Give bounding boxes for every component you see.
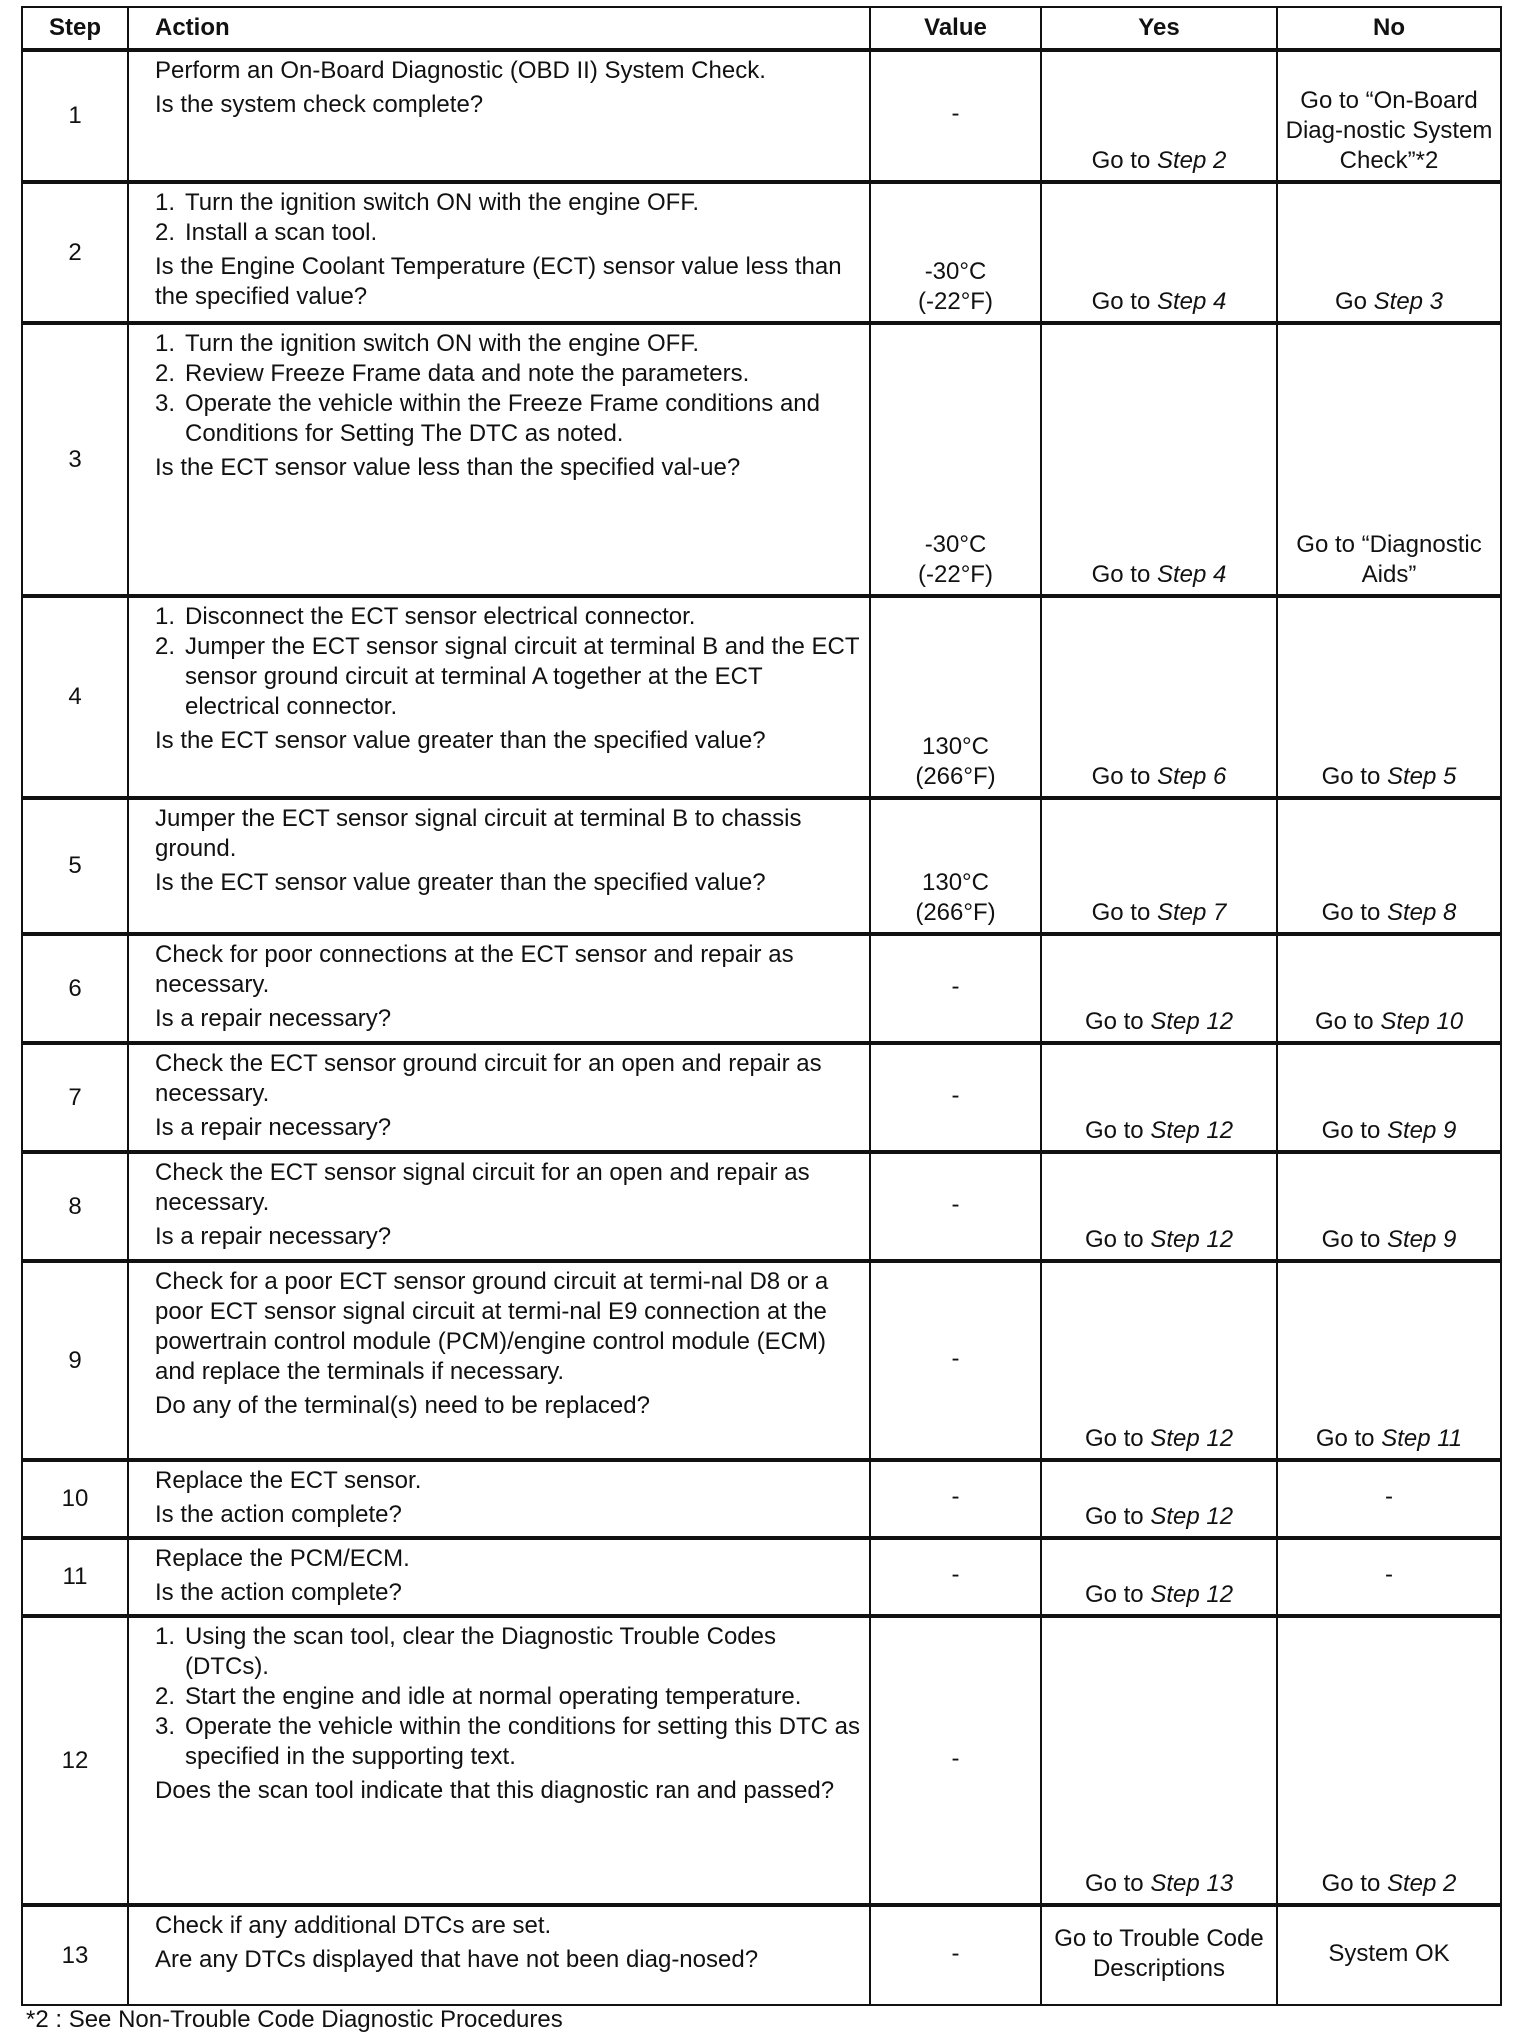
no-step-link: Step 11 [1381, 1425, 1463, 1452]
value-line: - [951, 1081, 960, 1109]
table-row [22, 798, 1501, 934]
item-text: Operate the vehicle within the Freeze Frame conditions and Conditions for Setting The DTC as noted. [185, 390, 821, 447]
yes-cell [1041, 1616, 1277, 1905]
item-text: Install a scan tool. [185, 219, 378, 246]
no-cell [1277, 1043, 1501, 1152]
item-text: Disconnect the ECT sensor electrical connector. [185, 603, 696, 630]
table-row [22, 1538, 1501, 1616]
yes-step-link: Step 4 [1156, 288, 1227, 315]
item-number: 1. [155, 189, 176, 216]
action-text: Replace the PCM/ECM. [155, 1545, 410, 1572]
no-cell [1277, 1261, 1501, 1460]
value-cell [870, 1616, 1041, 1905]
action-cell [128, 596, 870, 798]
no-step-link: Step 10 [1380, 1008, 1464, 1035]
action-question: Is the ECT sensor value less than the specified val-ue? [155, 454, 741, 481]
value-cell [870, 1538, 1041, 1616]
step-number: 11 [22, 1538, 128, 1616]
table-row [22, 323, 1501, 596]
no-text: System OK [1328, 1939, 1450, 1967]
step-number: 4 [22, 596, 128, 798]
action-question: Is the action complete? [155, 1501, 402, 1528]
item-number: 1. [155, 603, 176, 630]
action-question: Is the ECT sensor value greater than the specified value? [155, 727, 766, 754]
yes-step-link: Step 2 [1156, 147, 1227, 174]
value-line: (-22°F) [918, 288, 993, 315]
yes-text: Go to [1084, 1581, 1151, 1608]
step-number: 13 [22, 1905, 128, 2005]
value-cell [870, 934, 1041, 1043]
table-row [22, 1152, 1501, 1261]
value-cell [870, 1460, 1041, 1538]
yes-cell [1041, 323, 1277, 596]
action-question: Does the scan tool indicate that this diagnostic ran and passed? [155, 1777, 835, 1804]
action-item [155, 329, 861, 359]
no-step-link: Step 9 [1386, 1226, 1457, 1253]
yes-step-link: Step 12 [1150, 1425, 1234, 1452]
value-line: - [951, 1939, 960, 1967]
step-number: 1 [22, 50, 128, 182]
action-text: Jumper the ECT sensor signal circuit at terminal B to chassis ground. [155, 805, 802, 862]
yes-text: Go to [1084, 1425, 1151, 1452]
no-cell [1277, 1616, 1501, 1905]
table-row [22, 934, 1501, 1043]
item-number: 2. [155, 633, 176, 660]
no-cell [1277, 1152, 1501, 1261]
value-line: -30°C [924, 531, 987, 558]
value-line: 130°C [922, 733, 989, 760]
value-line: - [951, 1344, 960, 1372]
item-number: 2. [155, 1683, 176, 1710]
footnote: *2 : See Non-Trouble Code Diagnostic Procedures [26, 2006, 563, 2033]
action-item [155, 632, 861, 722]
yes-text: Go to [1091, 147, 1157, 174]
no-text: Go to [1314, 1008, 1381, 1035]
action-item [155, 359, 861, 389]
header-yes: Yes [1041, 7, 1277, 50]
table-body [22, 50, 1501, 2005]
yes-cell [1041, 1538, 1277, 1616]
table-row [22, 1460, 1501, 1538]
value-line: -30°C [924, 258, 987, 285]
value-cell [870, 1261, 1041, 1460]
no-text: Go [1334, 288, 1374, 315]
no-text: Go to [1321, 1226, 1387, 1253]
action-item [155, 1682, 861, 1712]
action-question: Is the system check complete? [155, 91, 484, 118]
header-step: Step [22, 7, 128, 50]
table-row [22, 1616, 1501, 1905]
no-text: Go to [1321, 1117, 1387, 1144]
step-number: 9 [22, 1261, 128, 1460]
no-text: Go to “Diagnostic Aids” [1296, 531, 1482, 588]
action-cell [128, 798, 870, 934]
yes-step-link: Step 7 [1156, 899, 1227, 926]
action-question: Is a repair necessary? [155, 1114, 392, 1141]
action-item [155, 188, 861, 218]
value-cell [870, 50, 1041, 182]
yes-step-link: Step 13 [1150, 1870, 1234, 1897]
action-item [155, 1712, 861, 1772]
yes-text: Go to [1091, 561, 1157, 588]
table-row [22, 1043, 1501, 1152]
table-row [22, 182, 1501, 323]
action-question: Is a repair necessary? [155, 1005, 392, 1032]
table-row [22, 596, 1501, 798]
table-row [22, 50, 1501, 182]
action-text: Check the ECT sensor signal circuit for an open and repair as necessary. [155, 1159, 810, 1216]
yes-text: Go to [1091, 763, 1157, 790]
item-text: Operate the vehicle within the conditions for setting this DTC as specified in the supporting text. [185, 1713, 860, 1770]
action-question: Is the Engine Coolant Temperature (ECT) sensor value less than the specified value? [155, 253, 842, 310]
value-line: - [951, 100, 960, 127]
action-cell [128, 1905, 870, 2005]
action-text: Check if any additional DTCs are set. [155, 1912, 552, 1939]
item-number: 3. [155, 390, 176, 417]
item-number: 1. [155, 1623, 176, 1650]
yes-step-link: Step 12 [1150, 1503, 1234, 1530]
value-cell [870, 323, 1041, 596]
action-text: Check for poor connections at the ECT sensor and repair as necessary. [155, 941, 794, 998]
item-text: Using the scan tool, clear the Diagnostic Trouble Codes (DTCs). [185, 1623, 776, 1680]
no-text: Go to [1321, 763, 1387, 790]
step-number: 12 [22, 1616, 128, 1905]
no-step-link: Step 3 [1373, 288, 1444, 315]
action-cell [128, 1616, 870, 1905]
step-number: 2 [22, 182, 128, 323]
header-no: No [1277, 7, 1501, 50]
item-text: Turn the ignition switch ON with the engine OFF. [185, 189, 700, 216]
step-number: 3 [22, 323, 128, 596]
table-row [22, 1905, 1501, 2005]
step-number: 6 [22, 934, 128, 1043]
no-cell [1277, 1905, 1501, 2005]
no-text: Go to [1321, 899, 1387, 926]
action-cell [128, 1460, 870, 1538]
yes-cell [1041, 1460, 1277, 1538]
step-number: 7 [22, 1043, 128, 1152]
action-cell [128, 1538, 870, 1616]
yes-cell [1041, 798, 1277, 934]
step-number: 5 [22, 798, 128, 934]
value-cell [870, 798, 1041, 934]
yes-text: Go to [1084, 1503, 1151, 1530]
yes-step-link: Step 12 [1150, 1581, 1234, 1608]
no-text: - [1385, 1483, 1393, 1510]
action-item [155, 602, 861, 632]
action-cell [128, 50, 870, 182]
yes-text: Go to [1091, 288, 1157, 315]
yes-cell [1041, 182, 1277, 323]
item-number: 3. [155, 1713, 176, 1740]
value-cell [870, 182, 1041, 323]
action-cell [128, 323, 870, 596]
value-cell [870, 1043, 1041, 1152]
yes-text: Go to [1091, 899, 1157, 926]
no-step-link: Step 8 [1386, 899, 1457, 926]
yes-cell [1041, 934, 1277, 1043]
no-step-link: Step 5 [1386, 763, 1457, 790]
value-line: - [951, 1483, 960, 1510]
item-number: 2. [155, 360, 176, 387]
yes-text: Go to Trouble Code Descriptions [1054, 1924, 1264, 1982]
item-number: 2. [155, 219, 176, 246]
action-question: Is a repair necessary? [155, 1223, 392, 1250]
no-cell [1277, 934, 1501, 1043]
no-step-link: Step 2 [1386, 1870, 1457, 1897]
value-line: (266°F) [915, 763, 996, 790]
action-question: Do any of the terminal(s) need to be replaced? [155, 1392, 650, 1419]
value-cell [870, 1905, 1041, 2005]
table-row [22, 1261, 1501, 1460]
value-line: (-22°F) [918, 561, 993, 588]
value-line: 130°C [922, 869, 989, 896]
action-item [155, 218, 861, 248]
value-line: - [951, 1190, 960, 1218]
yes-step-link: Step 6 [1156, 763, 1227, 790]
no-cell [1277, 182, 1501, 323]
step-number: 10 [22, 1460, 128, 1538]
yes-cell [1041, 50, 1277, 182]
yes-step-link: Step 4 [1156, 561, 1227, 588]
item-text: Jumper the ECT sensor signal circuit at terminal B and the ECT sensor ground circuit at terminal A together at the ECT electrical connector. [185, 633, 860, 720]
no-cell [1277, 323, 1501, 596]
action-text: Perform an On-Board Diagnostic (OBD II) System Check. [155, 57, 766, 84]
step-number: 8 [22, 1152, 128, 1261]
yes-step-link: Step 12 [1150, 1008, 1234, 1035]
action-text: Check the ECT sensor ground circuit for an open and repair as necessary. [155, 1050, 822, 1107]
yes-cell [1041, 596, 1277, 798]
action-cell [128, 182, 870, 323]
action-cell [128, 934, 870, 1043]
item-number: 1. [155, 330, 176, 357]
table-header [22, 7, 1501, 50]
action-question: Is the action complete? [155, 1579, 402, 1606]
value-cell [870, 1152, 1041, 1261]
action-text: Replace the ECT sensor. [155, 1467, 422, 1494]
action-question: Is the ECT sensor value greater than the specified value? [155, 869, 766, 896]
item-text: Start the engine and idle at normal operating temperature. [185, 1683, 802, 1710]
no-text: Go to “On-Board Diag-nostic System Check”*2 [1285, 87, 1493, 174]
no-text: Go to [1321, 1870, 1387, 1897]
value-line: - [951, 1744, 960, 1772]
item-text: Review Freeze Frame data and note the parameters. [185, 360, 750, 387]
action-question: Are any DTCs displayed that have not been diag-nosed? [155, 1946, 759, 1973]
value-line: (266°F) [915, 899, 996, 926]
yes-text: Go to [1084, 1226, 1151, 1253]
action-cell [128, 1152, 870, 1261]
diagnostic-table [21, 6, 1502, 2006]
header-action: Action [128, 7, 870, 50]
item-text: Turn the ignition switch ON with the engine OFF. [185, 330, 700, 357]
no-cell [1277, 596, 1501, 798]
no-cell [1277, 50, 1501, 182]
no-text: Go to [1315, 1425, 1382, 1452]
yes-cell [1041, 1905, 1277, 2005]
no-step-link: Step 9 [1386, 1117, 1457, 1144]
action-item [155, 389, 861, 449]
no-cell [1277, 798, 1501, 934]
header-value: Value [870, 7, 1041, 50]
yes-step-link: Step 12 [1150, 1226, 1234, 1253]
no-text: - [1385, 1561, 1393, 1588]
action-cell [128, 1261, 870, 1460]
value-line: - [951, 972, 960, 1000]
value-cell [870, 596, 1041, 798]
yes-text: Go to [1084, 1117, 1151, 1144]
yes-text: Go to [1084, 1870, 1151, 1897]
yes-cell [1041, 1043, 1277, 1152]
no-cell [1277, 1538, 1501, 1616]
yes-step-link: Step 12 [1150, 1117, 1234, 1144]
action-text: Check for a poor ECT sensor ground circuit at termi-nal D8 or a poor ECT sensor signal circuit at termi-nal E9 connection at the powertrain control module (PCM)/engine control module (ECM) and replace the terminals if necessary. [155, 1268, 829, 1385]
yes-cell [1041, 1152, 1277, 1261]
no-cell [1277, 1460, 1501, 1538]
action-cell [128, 1043, 870, 1152]
value-line: - [951, 1561, 960, 1588]
action-item [155, 1622, 861, 1682]
yes-cell [1041, 1261, 1277, 1460]
yes-text: Go to [1084, 1008, 1151, 1035]
